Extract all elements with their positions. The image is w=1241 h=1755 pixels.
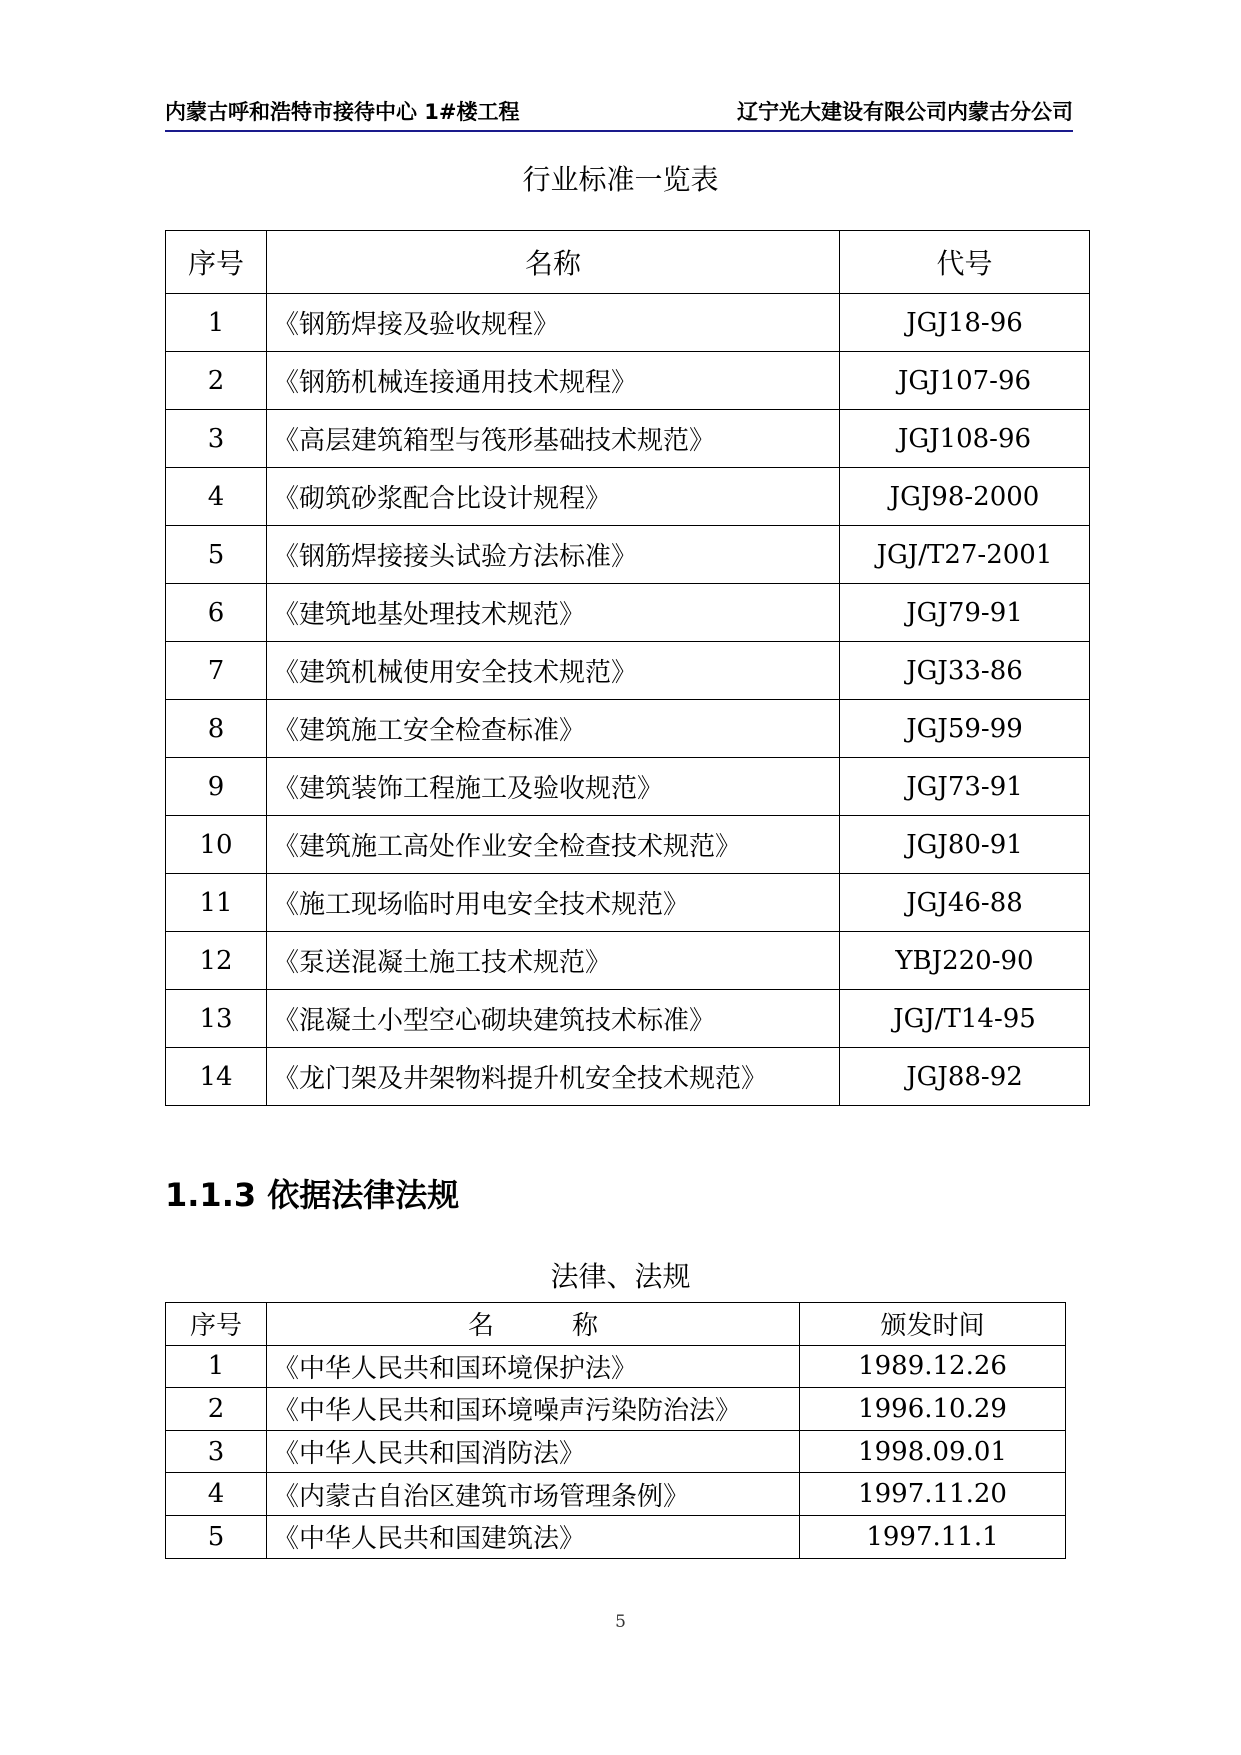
row-name: 《内蒙古自治区建筑市场管理条例》 [267, 1473, 800, 1516]
table-header-row [166, 1303, 1066, 1346]
row-number: 2 [166, 1388, 267, 1431]
row-number: 11 [166, 874, 267, 932]
page-number: 5 [615, 1612, 626, 1632]
row-name: 《钢筋机械连接通用技术规程》 [267, 352, 840, 410]
row-number: 9 [166, 758, 267, 816]
row-name: 《中华人民共和国消防法》 [267, 1430, 800, 1473]
row-number: 6 [166, 584, 267, 642]
row-name: 《施工现场临时用电安全技术规范》 [267, 874, 840, 932]
column-header: 代号 [840, 231, 1090, 294]
table-header-row [166, 231, 1090, 294]
row-name: 《建筑装饰工程施工及验收规范》 [267, 758, 840, 816]
row-number: 2 [166, 352, 267, 410]
table-row [166, 1473, 1066, 1516]
row-code: 1989.12.26 [800, 1345, 1066, 1388]
row-code: JGJ18-96 [840, 294, 1090, 352]
table-row [166, 990, 1090, 1048]
row-number: 13 [166, 990, 267, 1048]
row-name: 《中华人民共和国环境保护法》 [267, 1345, 800, 1388]
row-name: 《建筑施工安全检查标准》 [267, 700, 840, 758]
table-row [166, 1388, 1066, 1431]
table-row [166, 758, 1090, 816]
row-number: 3 [166, 1430, 267, 1473]
row-code: JGJ107-96 [840, 352, 1090, 410]
row-number: 14 [166, 1048, 267, 1106]
row-code: JGJ88-92 [840, 1048, 1090, 1106]
row-code: 1996.10.29 [800, 1388, 1066, 1431]
header-company-name: 辽宁光大建设有限公司内蒙古分公司 [737, 100, 1073, 124]
row-code: JGJ59-99 [840, 700, 1090, 758]
row-number: 8 [166, 700, 267, 758]
row-name: 《钢筋焊接接头试验方法标准》 [267, 526, 840, 584]
row-name: 《建筑施工高处作业安全检查技术规范》 [267, 816, 840, 874]
row-code: JGJ/T27-2001 [840, 526, 1090, 584]
table-row [166, 642, 1090, 700]
row-name: 《钢筋焊接及验收规程》 [267, 294, 840, 352]
table-row [166, 874, 1090, 932]
row-name: 《高层建筑箱型与筏形基础技术规范》 [267, 410, 840, 468]
header-project-name: 内蒙古呼和浩特市接待中心 1#楼工程 [165, 100, 520, 124]
table-row [166, 468, 1090, 526]
column-header: 颁发时间 [800, 1303, 1066, 1346]
table-row [166, 294, 1090, 352]
row-code: JGJ33-86 [840, 642, 1090, 700]
column-header: 名 称 [267, 1303, 800, 1346]
laws-table [165, 1302, 1066, 1559]
table-row [166, 1345, 1066, 1388]
row-number: 12 [166, 932, 267, 990]
row-code: JGJ46-88 [840, 874, 1090, 932]
row-number: 10 [166, 816, 267, 874]
table-row [166, 1430, 1066, 1473]
table-row [166, 410, 1090, 468]
row-code: 1997.11.1 [800, 1515, 1066, 1558]
row-number: 5 [166, 1515, 267, 1558]
row-code: 1997.11.20 [800, 1473, 1066, 1516]
table-row [166, 1515, 1066, 1558]
industry-standards-table [165, 230, 1090, 1106]
row-name: 《砌筑砂浆配合比设计规程》 [267, 468, 840, 526]
row-name: 《建筑地基处理技术规范》 [267, 584, 840, 642]
row-code: JGJ80-91 [840, 816, 1090, 874]
row-name: 《中华人民共和国建筑法》 [267, 1515, 800, 1558]
row-number: 3 [166, 410, 267, 468]
row-number: 4 [166, 468, 267, 526]
row-code: JGJ/T14-95 [840, 990, 1090, 1048]
row-number: 5 [166, 526, 267, 584]
row-name: 《中华人民共和国环境噪声污染防治法》 [267, 1388, 800, 1431]
column-header: 序号 [166, 1303, 267, 1346]
row-number: 7 [166, 642, 267, 700]
row-number: 1 [166, 294, 267, 352]
table-row [166, 352, 1090, 410]
table-row [166, 1048, 1090, 1106]
row-code: YBJ220-90 [840, 932, 1090, 990]
page-header [165, 92, 1073, 132]
row-number: 1 [166, 1345, 267, 1388]
row-code: JGJ79-91 [840, 584, 1090, 642]
row-code: JGJ73-91 [840, 758, 1090, 816]
row-code: JGJ98-2000 [840, 468, 1090, 526]
table-row [166, 584, 1090, 642]
row-name: 《龙门架及井架物料提升机安全技术规范》 [267, 1048, 840, 1106]
table-row [166, 816, 1090, 874]
table2-caption: 法律、法规 [550, 1260, 691, 1293]
table-row [166, 932, 1090, 990]
row-name: 《泵送混凝土施工技术规范》 [267, 932, 840, 990]
row-code: 1998.09.01 [800, 1430, 1066, 1473]
table-row [166, 526, 1090, 584]
section-title: 1.1.3 依据法律法规 [165, 1176, 460, 1214]
table-row [166, 700, 1090, 758]
column-header: 序号 [166, 231, 267, 294]
row-number: 4 [166, 1473, 267, 1516]
row-code: JGJ108-96 [840, 410, 1090, 468]
column-header: 名称 [267, 231, 840, 294]
table1-caption: 行业标准一览表 [522, 163, 719, 196]
row-name: 《混凝土小型空心砌块建筑技术标准》 [267, 990, 840, 1048]
row-name: 《建筑机械使用安全技术规范》 [267, 642, 840, 700]
